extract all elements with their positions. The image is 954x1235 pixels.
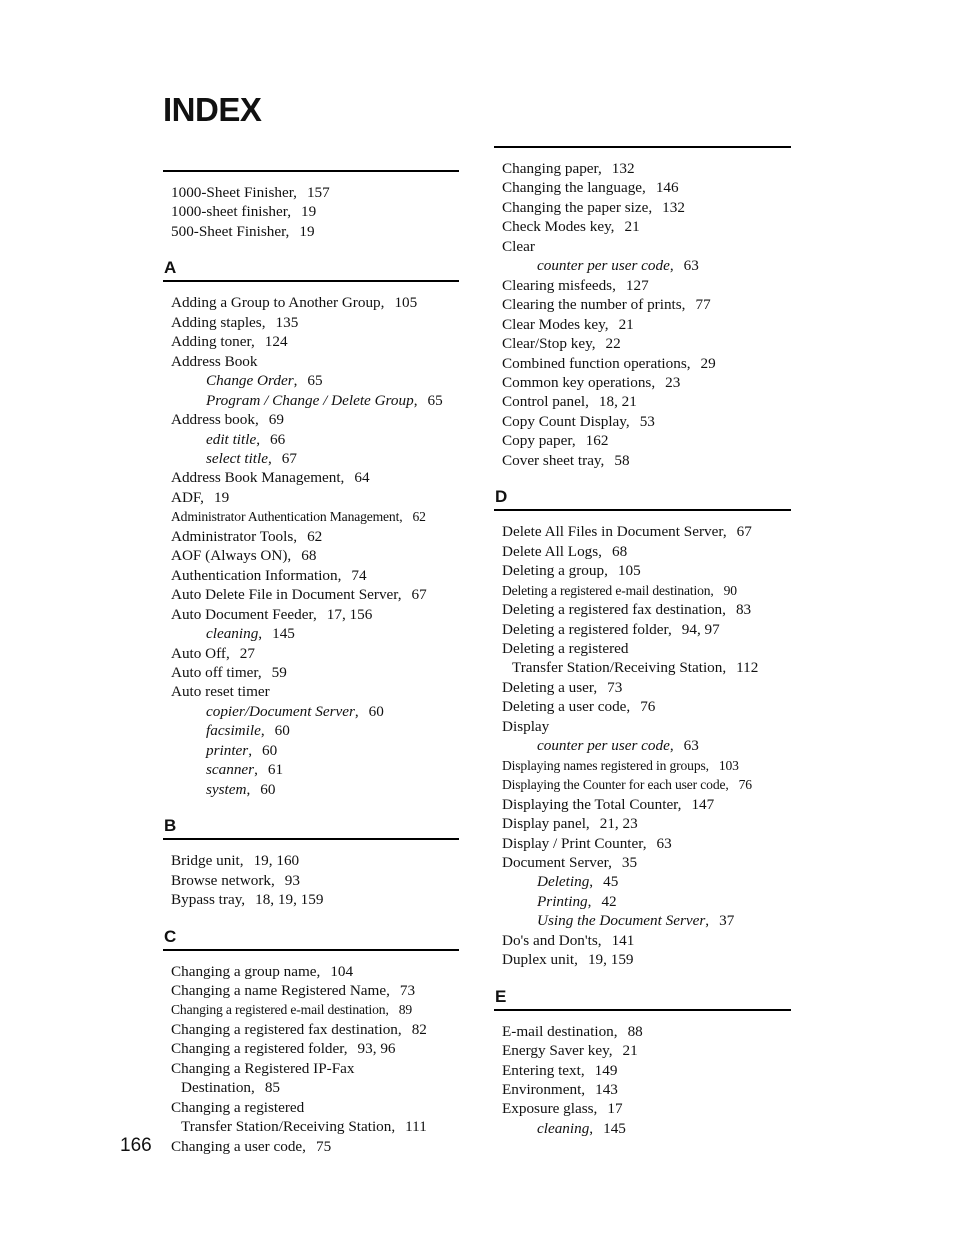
entry-term: Adding staples, [171,313,266,331]
entry-term: Check Modes key, [502,218,615,236]
entry-term: Administrator Tools, [171,527,298,545]
index-entry [171,183,459,202]
entry-pages: 19 [299,222,315,240]
entry-pages: 90 [723,582,737,598]
entry-term: Deleting a registered [502,639,629,657]
subentry-term: Program / Change / Delete Group [206,391,414,409]
subentry-term: cleaning [537,1119,590,1137]
section-letter-heading: C [163,927,459,951]
index-entry [502,431,791,450]
entry-term: E-mail destination, [502,1022,618,1040]
entry-pages: 62 [412,509,426,525]
index-entry [502,600,791,619]
index-subentry: facsimile, 60 [206,722,290,740]
subentry-term: counter per user code [537,737,670,755]
section-letter-heading: E [494,987,791,1011]
subentry-term: facsimile [206,722,261,740]
entry-list [163,840,459,926]
subentry-pages: 60 [260,780,276,798]
entry-pages: 89 [398,1002,412,1018]
entry-term: Environment, [502,1081,586,1099]
entry-term: Auto off timer, [171,663,262,681]
entry-pages: 93, 96 [357,1040,396,1058]
subentry-term: edit title [206,430,257,448]
entry-term: Changing a registered [171,1098,305,1116]
entry-term: Transfer Station/Receiving Station, [181,1118,396,1136]
index-entry [502,853,791,872]
entry-term: Changing a registered folder, [171,1040,348,1058]
index-entry [502,451,791,470]
index-entry [171,605,459,624]
entry-term: Address Book Management, [171,469,345,487]
entry-term: Deleting a registered e-mail destination, [502,582,714,598]
entry-pages: 141 [611,931,635,949]
subentry-pages: 45 [603,873,619,891]
entry-term: Clear [502,237,535,255]
entry-pages: 75 [315,1137,332,1155]
entry-term: Displaying the Counter for each user code, [502,777,729,793]
section-letter-heading: D [494,487,791,511]
index-entry [171,352,459,371]
entry-pages: 21 [624,218,640,236]
entry-pages: 18, 21 [598,393,637,411]
index-entry [502,561,791,580]
index-entry [502,178,791,197]
index-entry [502,1041,791,1060]
index-subentry: counter per user code, 63 [537,737,699,755]
subentry-pages: 65 [427,391,443,409]
entry-pages: 94, 97 [681,620,720,638]
subentry-pages: 63 [683,257,699,275]
entry-pages: 146 [655,179,679,197]
index-entry [171,851,459,870]
index-entry [502,217,791,236]
entry-pages: 29 [700,354,716,372]
entry-list [163,951,459,1174]
entry-term: Administrator Authentication Management, [171,509,403,525]
entry-pages: 21 [618,315,634,333]
index-entry [502,1080,791,1099]
subentry-term: Change Order [206,372,294,390]
index-subentry: cleaning, 145 [206,625,295,643]
subentry-pages: 61 [267,761,284,779]
index-entry [171,1000,459,1019]
index-entry [171,1059,459,1078]
index-entry [502,1099,791,1118]
index-entry [171,566,459,585]
subentry-pages: 145 [272,625,295,643]
entry-term: Display panel, [502,815,590,833]
entry-term: Destination, [181,1079,255,1097]
entry-pages: 62 [307,527,323,545]
entry-pages: 58 [614,451,630,469]
index-subentry: Program / Change / Delete Group, 65 [206,391,443,409]
entry-term: Changing paper, [502,160,602,177]
entry-pages: 103 [718,757,739,773]
index-entry [171,1078,459,1097]
entry-pages: 135 [275,313,299,331]
entry-pages: 157 [306,184,330,201]
index-entry [171,527,459,546]
entry-term: Clearing the number of prints, [502,296,686,314]
index-entry [171,410,459,429]
subentry-term: cleaning [206,625,259,643]
index-entry [502,717,791,736]
entry-pages: 64 [354,469,370,487]
entry-term: Bridge unit, [171,852,244,870]
index-entry [502,620,791,639]
entry-term: Deleting a user, [502,678,598,696]
index-entry [171,682,459,701]
index-entry [502,931,791,950]
index-column-left [163,170,459,1173]
index-entry [171,1098,459,1117]
index-entry [171,871,459,890]
entry-term: Auto Off, [171,644,230,662]
section-letter-heading: A [163,258,459,282]
entry-pages: 23 [665,373,681,391]
entry-term: Energy Saver key, [502,1042,613,1060]
entry-list [163,172,459,258]
entry-pages: 67 [736,523,752,541]
index-entry [502,1022,791,1041]
subentry-term: Printing [537,892,588,910]
subentry-pages: 60 [274,722,290,740]
index-entry [502,795,791,814]
entry-pages: 19 [213,488,230,506]
entry-term: Browse network, [171,871,275,889]
entry-pages: 77 [695,296,711,314]
entry-pages: 93 [284,871,300,889]
index-entry [171,981,459,1000]
entry-pages: 111 [405,1118,427,1136]
subentry-pages: 63 [683,737,699,755]
entry-term: Deleting a user code, [502,698,631,716]
index-entry [171,488,459,507]
index-subentry: Deleting, 45 [537,873,619,891]
index-subentry: edit title, 66 [206,430,286,448]
entry-pages: 63 [656,834,672,852]
entry-pages: 73 [607,678,623,696]
subentry-term: select title [206,449,268,467]
index-entry [502,198,791,217]
entry-pages: 59 [271,663,287,681]
index-entry [502,756,791,775]
entry-term: Delete All Files in Document Server, [502,523,727,541]
subentry-pages: 65 [307,372,323,390]
entry-term: Entering text, [502,1061,585,1079]
entry-term: Copy paper, [502,432,576,450]
index-entry [171,585,459,604]
subentry-pages: 60 [368,702,384,720]
index-entry [502,775,791,794]
entry-pages: 83 [735,601,752,619]
entry-pages: 35 [621,853,638,871]
index-entry [502,334,791,353]
index-entry [502,1061,791,1080]
entry-pages: 19, 160 [253,852,300,870]
index-entry [502,276,791,295]
entry-term: Changing the language, [502,179,646,197]
index-subentry: select title, 67 [206,449,297,467]
entry-pages: 76 [640,698,656,716]
entry-pages: 19 [301,203,317,221]
entry-pages: 18, 19, 159 [255,891,324,909]
entry-term: Address Book [171,352,258,370]
entry-term: Control panel, [502,393,589,411]
entry-pages: 85 [264,1079,281,1097]
subentry-pages: 145 [603,1119,626,1137]
entry-term: Displaying names registered in groups, [502,757,709,773]
entry-pages: 132 [662,198,685,216]
entry-pages: 27 [239,644,255,662]
page-number: 166 [120,1135,152,1156]
entry-term: 1000-sheet finisher, [171,203,292,221]
index-column-right [494,146,791,1155]
entry-term: Deleting a registered fax destination, [502,601,726,619]
index-entry [502,392,791,411]
index-entry [171,546,459,565]
entry-pages: 21 [622,1042,638,1060]
entry-pages: 88 [627,1022,643,1040]
entry-term: Changing the paper size, [502,198,653,216]
entry-term: Document Server, [502,853,612,871]
index-entry [502,814,791,833]
index-entry [502,412,791,431]
index-entry [502,522,791,541]
index-entry [171,890,459,909]
index-subentry: copier/Document Server, 60 [206,702,384,720]
entry-term: Clear/Stop key, [502,335,596,353]
entry-term: Auto Document Feeder, [171,605,317,623]
entry-term: Common key operations, [502,373,656,391]
subentry-pages: 60 [262,741,278,759]
subentry-pages: 42 [601,892,617,910]
entry-pages: 73 [399,981,416,999]
entry-pages: 67 [411,586,427,604]
entry-pages: 19, 159 [587,951,634,969]
entry-term: Delete All Logs, [502,542,602,560]
index-entry [502,834,791,853]
entry-pages: 21, 23 [599,815,638,833]
entry-pages: 124 [264,333,288,351]
index-entry [502,315,791,334]
index-entry [502,581,791,600]
entry-term: Clearing misfeeds, [502,276,616,294]
index-entry [171,202,459,221]
entry-term: Duplex unit, [502,951,578,969]
index-entry [171,313,459,332]
entry-term: Display / Print Counter, [502,834,647,852]
entry-pages: 105 [394,294,418,312]
index-entry [502,373,791,392]
entry-term: Copy Count Display, [502,412,630,430]
entry-term: AOF (Always ON), [171,547,292,565]
index-entry [171,332,459,351]
entry-pages: 147 [691,795,715,813]
index-entry [171,293,459,312]
index-entry [502,950,791,969]
index-entry [502,639,791,658]
entry-term: Changing a registered e-mail destination, [171,1002,389,1018]
entry-term: Changing a user code, [171,1137,306,1155]
entry-term: Auto Delete File in Document Server, [171,586,402,604]
index-subentry: cleaning, 145 [537,1119,626,1137]
entry-pages: 22 [605,335,621,353]
index-subentry: printer, 60 [206,741,278,759]
entry-pages: 82 [411,1020,427,1038]
subentry-pages: 67 [281,449,297,467]
entry-pages: 112 [736,659,759,677]
subentry-term: Using the Document Server [537,912,706,930]
index-subentry: Using the Document Server, 37 [537,912,735,930]
entry-pages: 68 [611,542,628,560]
entry-list [163,282,459,816]
index-entry [171,663,459,682]
entry-pages: 105 [617,562,641,580]
index-subentry: scanner, 61 [206,761,284,779]
entry-pages: 74 [351,566,367,584]
entry-list [494,1011,791,1156]
index-entry [502,354,791,373]
entry-pages: 76 [738,777,752,793]
subentry-term: scanner [206,761,255,779]
entry-term: Auto reset timer [171,683,270,701]
subentry-term: counter per user code [537,257,670,275]
index-entry [171,468,459,487]
subentry-term: printer [206,741,249,759]
index-entry [171,1137,459,1156]
entry-pages: 162 [585,432,609,450]
entry-pages: 68 [301,547,317,565]
index-entry [171,222,459,241]
entry-term: Deleting a group, [502,562,608,580]
page-title: INDEX [163,91,262,128]
entry-term: Changing a registered fax destination, [171,1020,402,1038]
entry-term: Exposure glass, [502,1100,598,1118]
index-entry [502,542,791,561]
index-entry [502,658,791,677]
index-entry [502,159,791,178]
entry-term: ADF, [171,488,204,506]
entry-term: Clear Modes key, [502,315,609,333]
entry-term: Deleting a registered folder, [502,620,672,638]
entry-pages: 69 [268,411,284,429]
entry-term: Adding a Group to Another Group, [171,294,385,312]
entry-term: Bypass tray, [171,891,246,909]
index-entry [502,295,791,314]
entry-term: Authentication Information, [171,566,342,584]
index-entry [502,678,791,697]
entry-pages: 143 [595,1081,618,1099]
entry-pages: 53 [639,412,655,430]
entry-term: Adding toner, [171,333,255,351]
index-subentry: counter per user code, 63 [537,257,699,275]
entry-pages: 127 [625,276,649,294]
entry-term: Changing a group name, [171,962,321,980]
index-entry [171,644,459,663]
entry-term: Display [502,717,550,735]
index-entry [171,507,459,526]
subentry-term: copier/Document Server [206,702,355,720]
subentry-term: Deleting [537,873,590,891]
index-entry [171,962,459,981]
subentry-pages: 66 [270,430,286,448]
index-entry [171,1020,459,1039]
index-subentry: Printing, 42 [537,892,617,910]
subentry-term: system [206,780,247,798]
entry-list [494,148,791,487]
subentry-pages: 37 [719,912,735,930]
index-entry [502,237,791,256]
entry-term: Cover sheet tray, [502,451,605,469]
entry-pages: 132 [611,160,635,177]
entry-term: Address book, [171,411,259,429]
entry-pages: 17 [607,1100,623,1118]
index-entry [502,697,791,716]
entry-term: Combined function operations, [502,354,691,372]
index-subentry: Change Order, 65 [206,372,323,390]
entry-term: Changing a name Registered Name, [171,981,390,999]
entry-term: Transfer Station/Receiving Station, [512,659,727,677]
section-letter-heading: B [163,816,459,840]
entry-pages: 149 [594,1061,618,1079]
index-subentry: system, 60 [206,780,276,798]
entry-term: Do's and Don'ts, [502,931,602,949]
entry-term: 1000-Sheet Finisher, [171,184,297,201]
entry-term: Changing a Registered IP-Fax [171,1059,355,1077]
index-entry [171,1039,459,1058]
entry-term: Displaying the Total Counter, [502,795,682,813]
index-entry [171,1117,459,1136]
entry-list [494,511,791,986]
entry-term: 500-Sheet Finisher, [171,222,290,240]
entry-pages: 17, 156 [326,605,373,623]
entry-pages: 104 [330,962,354,980]
